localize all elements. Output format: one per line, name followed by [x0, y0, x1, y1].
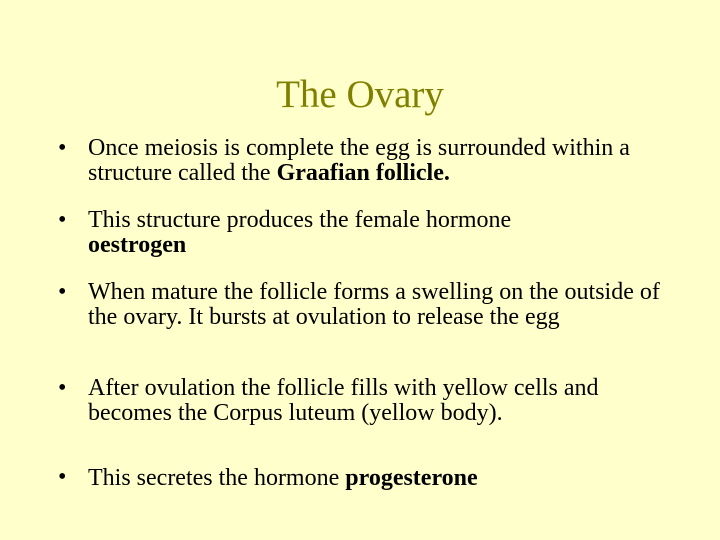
bullet-text — [88, 376, 668, 426]
slide-title — [0, 72, 720, 118]
bullet-text-part: This secretes the hormone — [88, 465, 346, 491]
bullet-text-part: When mature the follicle forms a swelling on the outside of the ovary. It bursts at ovulation to release the egg — [88, 279, 660, 330]
bullet-dot: • — [58, 135, 67, 161]
bullet-item — [58, 280, 668, 330]
bullet-text-bold: progesterone — [345, 465, 478, 491]
bullet-text — [88, 280, 668, 330]
bullet-dot: • — [58, 375, 67, 401]
bullet-text-part: This structure produces the female hormone — [88, 207, 512, 233]
slide-title-text: The Ovary — [276, 73, 444, 116]
bullet-text-part: After ovulation the follicle fills with yellow cells and becomes the Corpus luteum (yellow body). — [88, 375, 599, 426]
bullet-text-bold: Graafian follicle. — [276, 160, 450, 186]
bullet-text-bold: oestrogen — [88, 232, 187, 258]
bullet-item — [58, 376, 668, 426]
bullet-dot: • — [58, 279, 67, 305]
bullet-dot: • — [58, 464, 67, 490]
bullet-text — [88, 208, 668, 258]
bullet-text — [88, 462, 668, 494]
bullet-text-part: Once meiosis is complete the egg is surrounded within a structure called the — [88, 135, 630, 186]
bullet-dot: • — [58, 207, 67, 233]
bullet-item — [58, 462, 668, 494]
bullet-item — [58, 136, 668, 186]
bullet-item — [58, 208, 668, 258]
bullet-text — [88, 136, 668, 186]
